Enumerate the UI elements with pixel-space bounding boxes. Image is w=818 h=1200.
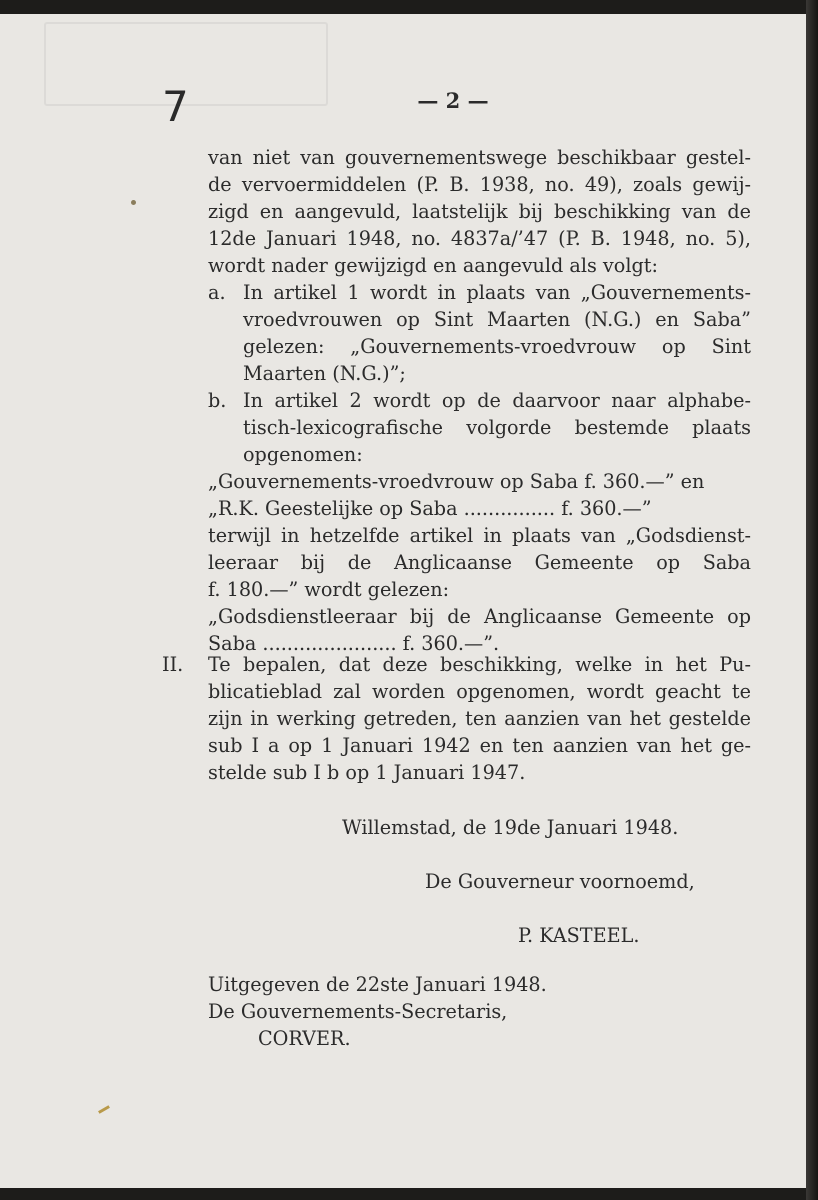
- place-date: Willemstad, de 19de Januari 1948.: [342, 816, 679, 839]
- publication-date: Uitgegeven de 22ste Januari 1948.: [208, 973, 547, 996]
- list-marker: a.: [208, 281, 226, 304]
- text-line: zigd en aangevuld, laatstelijk bij beschikking van de: [208, 200, 751, 223]
- section-marker: II.: [162, 653, 184, 676]
- governor-signature: P. KASTEEL.: [518, 924, 640, 947]
- ink-dot: [131, 200, 136, 205]
- text-line: wordt nader gewijzigd en aangevuld als volgt:: [208, 254, 658, 277]
- text-line: „Godsdienstleeraar bij de Anglicaanse Gemeente op: [208, 605, 751, 628]
- text-line: van niet van gouvernementswege beschikbaar gestel-: [208, 146, 751, 169]
- text-line: blicatieblad zal worden opgenomen, wordt geacht te: [208, 680, 751, 703]
- text-line: In artikel 1 wordt in plaats van „Gouvernements-: [243, 281, 751, 304]
- secretary-title: De Gouvernements-Secretaris,: [208, 1000, 508, 1023]
- page-header: — 2 —: [417, 88, 489, 113]
- text-line: Saba ...................... f. 360.—”.: [208, 632, 500, 655]
- text-line: 12de Januari 1948, no. 4837a/’47 (P. B. 1948, no. 5),: [208, 227, 751, 250]
- text-line: leeraar bij de Anglicaanse Gemeente op Saba: [208, 551, 751, 574]
- page-number: 7: [162, 82, 189, 131]
- text-line: Te bepalen, dat deze beschikking, welke in het Pu-: [208, 653, 751, 676]
- text-line: vroedvrouwen op Sint Maarten (N.G.) en Saba”: [243, 308, 751, 331]
- text-line: tisch-lexicografische volgorde bestemde plaats: [243, 416, 751, 439]
- text-line: zijn in werking getreden, ten aanzien van het gestelde: [208, 707, 751, 730]
- text-line: sub I a op 1 Januari 1942 en ten aanzien van het ge-: [208, 734, 751, 757]
- text-line: opgenomen:: [243, 443, 363, 466]
- secretary-signature: CORVER.: [258, 1027, 351, 1050]
- text-line: terwijl in hetzelfde artikel in plaats van „Godsdienst-: [208, 524, 751, 547]
- text-line: „Gouvernements-vroedvrouw op Saba f. 360.—” en: [208, 470, 705, 493]
- text-line: de vervoermiddelen (P. B. 1938, no. 49), zoals gewij-: [208, 173, 751, 196]
- text-line: gelezen: „Gouvernements-vroedvrouw op Sint: [243, 335, 751, 358]
- governor-title: De Gouverneur voornoemd,: [425, 870, 695, 893]
- list-marker: b.: [208, 389, 227, 412]
- text-line: f. 180.—” wordt gelezen:: [208, 578, 450, 601]
- text-line: In artikel 2 wordt op de daarvoor naar alphabe-: [243, 389, 751, 412]
- text-line: stelde sub I b op 1 Januari 1947.: [208, 761, 526, 784]
- scan-edge: [806, 0, 818, 1200]
- text-line: „R.K. Geestelijke op Saba ............... f. 360.—”: [208, 497, 652, 520]
- text-line: Maarten (N.G.)”;: [243, 362, 406, 385]
